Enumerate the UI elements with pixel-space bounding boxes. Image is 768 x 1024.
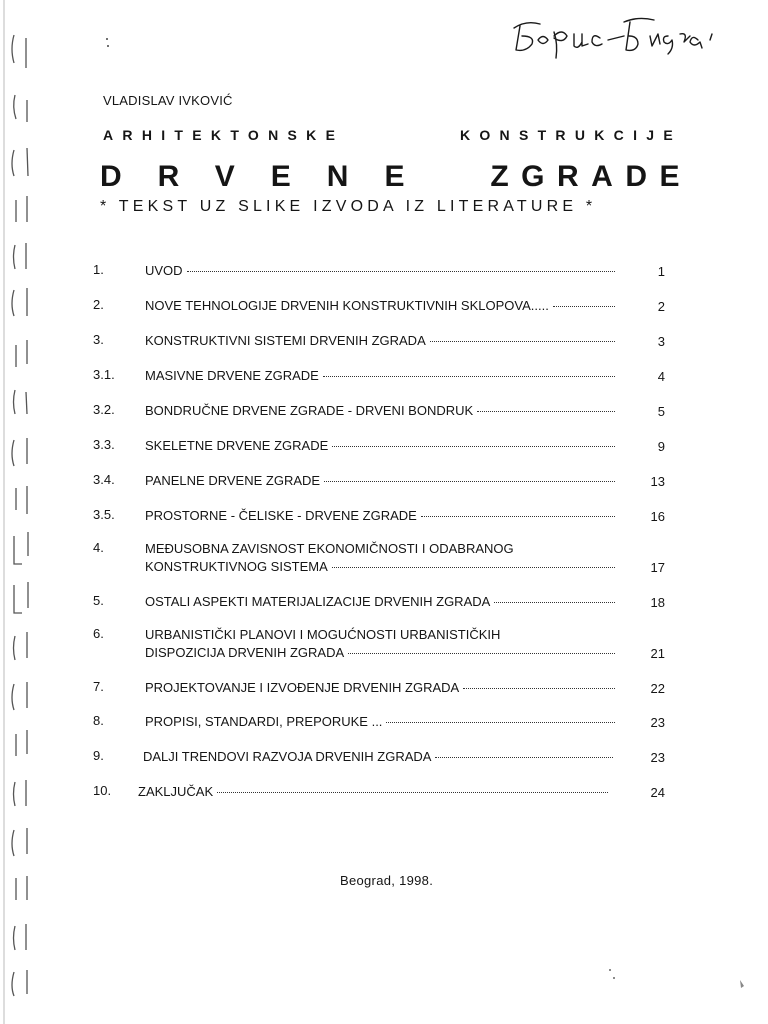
toc-title-line: OSTALI ASPEKTI MATERIJALIZACIJE DRVENIH ZGRADA [145,594,491,609]
toc-title [145,437,615,455]
toc-leader-dots [217,791,608,793]
toc-page-number: 4 [657,369,665,384]
toc-number: 1. [93,262,104,277]
toc-title [145,262,615,280]
toc-title [145,593,615,611]
toc-page-number: 23 [650,750,665,765]
toc-title-line: PROSTORNE - ČELISKE - DRVENE ZGRADE [145,508,417,523]
toc-number: 8. [93,713,104,728]
toc-title [138,783,608,801]
toc-leader-dots [421,515,615,517]
toc-leader-dots [332,566,615,568]
document-subtitle [103,127,682,143]
toc-leader-dots [494,601,615,603]
toc-page-number: 5 [657,404,665,419]
toc-title [145,402,615,420]
scan-speck [104,36,112,50]
document-title [100,158,692,196]
binding-edge [0,0,48,1024]
document-tagline: * TEKST UZ SLIKE IZVODA IZ LITERATURE * [100,198,597,215]
toc-title [145,297,615,315]
toc-page-number: 17 [650,560,665,575]
toc-title [145,713,615,731]
toc-title-line: NOVE TEHNOLOGIJE DRVENIH KONSTRUKTIVNIH SKLOPOVA..... [145,298,549,313]
toc-title-line: ZAKLJUČAK [138,784,214,799]
toc-page-number: 3 [657,334,665,349]
toc-page-number: 22 [650,681,665,696]
toc-page-number: 18 [650,595,665,610]
toc-leader-dots [477,410,615,412]
toc-leader-dots [348,652,615,654]
subtitle-word-1: ARHITEKTONSKE [103,127,345,143]
toc-title [145,367,615,385]
author-name: VLADISLAV IVKOVIĆ [103,93,233,108]
toc-title-line: PROPISI, STANDARDI, PREPORUKE ... [145,714,383,729]
handwritten-signature [500,10,740,60]
toc-leader-dots [553,305,615,307]
toc-title [145,679,615,697]
title-word-2: ZGRADE [490,160,692,193]
toc-title-line: URBANISTIČKI PLANOVI I MOGUĆNOSTI URBANISTIČKIH [145,627,501,642]
toc-leader-dots [386,721,615,723]
toc-title [145,540,615,576]
toc-title-line: UVOD [145,263,183,278]
toc-title [145,507,615,525]
toc-page-number: 21 [650,646,665,661]
toc-leader-dots [323,375,615,377]
toc-title-line: KONSTRUKTIVNI SISTEMI DRVENIH ZGRADA [145,333,426,348]
toc-title [145,472,615,490]
toc-number: 4. [93,540,104,555]
toc-number: 2. [93,297,104,312]
toc-title [145,332,615,350]
toc-number: 3.2. [93,402,115,417]
toc-number: 6. [93,626,104,641]
toc-leader-dots [187,270,615,272]
toc-number: 3.1. [93,367,115,382]
toc-leader-dots [435,756,613,758]
toc-number: 10. [93,783,112,798]
toc-leader-dots [332,445,615,447]
title-word-1: DRVENE [100,160,441,193]
subtitle-word-2: KONSTRUKCIJE [459,127,682,143]
toc-title-line: DALJI TRENDOVI RAZVOJA DRVENIH ZGRADA [143,749,432,764]
place-and-date: Beograd, 1998. [340,873,434,888]
toc-title-line: KONSTRUKTIVNOG SISTEMA [145,559,328,574]
toc-number: 9. [93,748,104,763]
toc-number: 3.4. [93,472,115,487]
toc-page-number: 13 [650,474,665,489]
toc-title [143,748,613,766]
toc-number: 3.5. [93,507,115,522]
toc-leader-dots [463,687,615,689]
scan-speck [580,950,760,1010]
toc-leader-dots [430,340,615,342]
toc-title-line: MEĐUSOBNA ZAVISNOST EKONOMIČNOSTI I ODABRANOG [145,541,514,556]
toc-number: 3. [93,332,104,347]
toc-number: 3.3. [93,437,115,452]
toc-title-line: PROJEKTOVANJE I IZVOĐENJE DRVENIH ZGRADA [145,680,460,695]
toc-page-number: 1 [657,264,665,279]
toc-page-number: 24 [650,785,665,800]
toc-title-line: BONDRUČNE DRVENE ZGRADE - DRVENI BONDRUK [145,403,474,418]
toc-page-number: 2 [657,299,665,314]
toc-title [145,626,615,662]
toc-title-line: DISPOZICIJA DRVENIH ZGRADA [145,645,345,660]
toc-page-number: 9 [657,439,665,454]
toc-page-number: 23 [650,715,665,730]
toc-title-line: PANELNE DRVENE ZGRADE [145,473,321,488]
toc-number: 5. [93,593,104,608]
toc-title-line: SKELETNE DRVENE ZGRADE [145,438,329,453]
toc-title-line: MASIVNE DRVENE ZGRADE [145,368,319,383]
toc-page-number: 16 [650,509,665,524]
toc-number: 7. [93,679,104,694]
toc-leader-dots [324,480,615,482]
